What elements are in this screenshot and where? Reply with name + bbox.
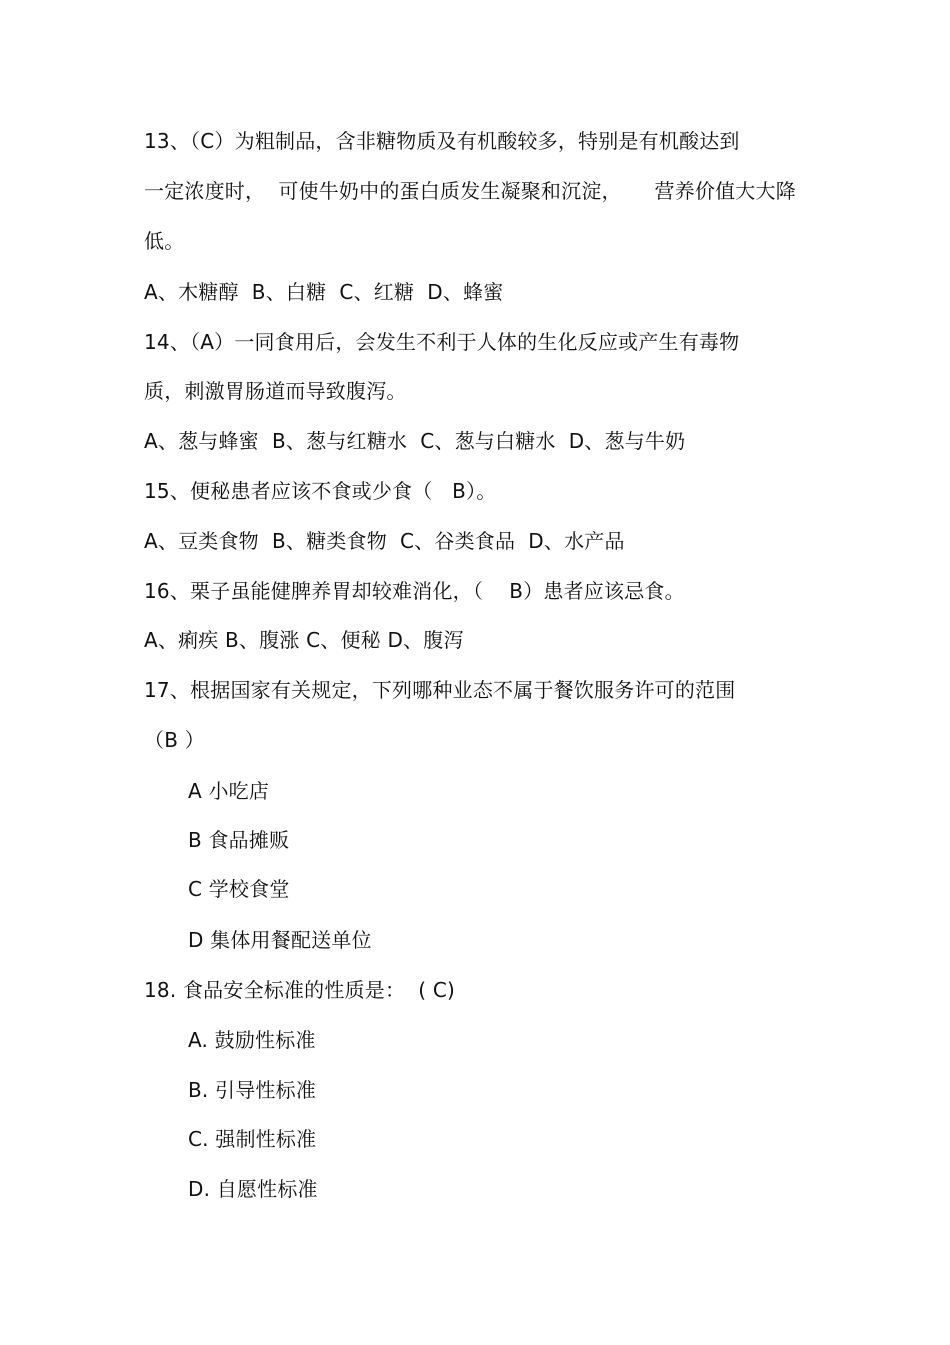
question-18-option-c: C. 强制性标准 <box>188 1127 317 1151</box>
question-15-line-1: 15、便秘患者应该不食或少食（ B）。 <box>144 479 497 503</box>
question-14-line-2: 质，刺激胃肠道而导致腹泻。 <box>144 379 407 403</box>
question-14-line-1: 14、（A）一同食用后，会发生不利于人体的生化反应或产生有毒物 <box>144 330 740 354</box>
question-18-option-b: B. 引导性标准 <box>188 1078 317 1102</box>
question-13-line-2: 一定浓度时， 可使牛奶中的蛋白质发生凝聚和沉淀， 营养价值大大降 <box>144 179 796 203</box>
question-13-line-1: 13、（C）为粗制品，含非糖物质及有机酸较多，特别是有机酸达到 <box>144 129 740 153</box>
question-16-line-1: 16、栗子虽能健脾养胃却较难消化，（ B）患者应该忌食。 <box>144 579 685 603</box>
question-18-option-d: D. 自愿性标准 <box>188 1177 318 1201</box>
question-15-options: A、豆类食物 B、糖类食物 C、谷类食品 D、水产品 <box>144 529 625 553</box>
question-17-line-2: （B ） <box>144 728 205 752</box>
question-17-line-1: 17、根据国家有关规定，下列哪种业态不属于餐饮服务许可的范围 <box>144 678 736 702</box>
question-17-option-a: A 小吃店 <box>188 779 270 803</box>
question-17-option-d: D 集体用餐配送单位 <box>188 928 372 952</box>
question-16-options: A、痢疾 B、腹涨 C、便秘 D、腹泻 <box>144 628 464 652</box>
question-17-option-c: C 学校食堂 <box>188 877 290 901</box>
question-18-line-1: 18. 食品安全标准的性质是： ( C) <box>144 978 456 1002</box>
question-13-line-3: 低。 <box>144 229 185 253</box>
question-13-options: A、木糖醇 B、白糖 C、红糖 D、蜂蜜 <box>144 280 504 304</box>
question-14-options: A、葱与蜂蜜 B、葱与红糖水 C、葱与白糖水 D、葱与牛奶 <box>144 429 686 453</box>
question-17-option-b: B 食品摊贩 <box>188 828 290 852</box>
question-18-option-a: A. 鼓励性标准 <box>188 1028 316 1052</box>
